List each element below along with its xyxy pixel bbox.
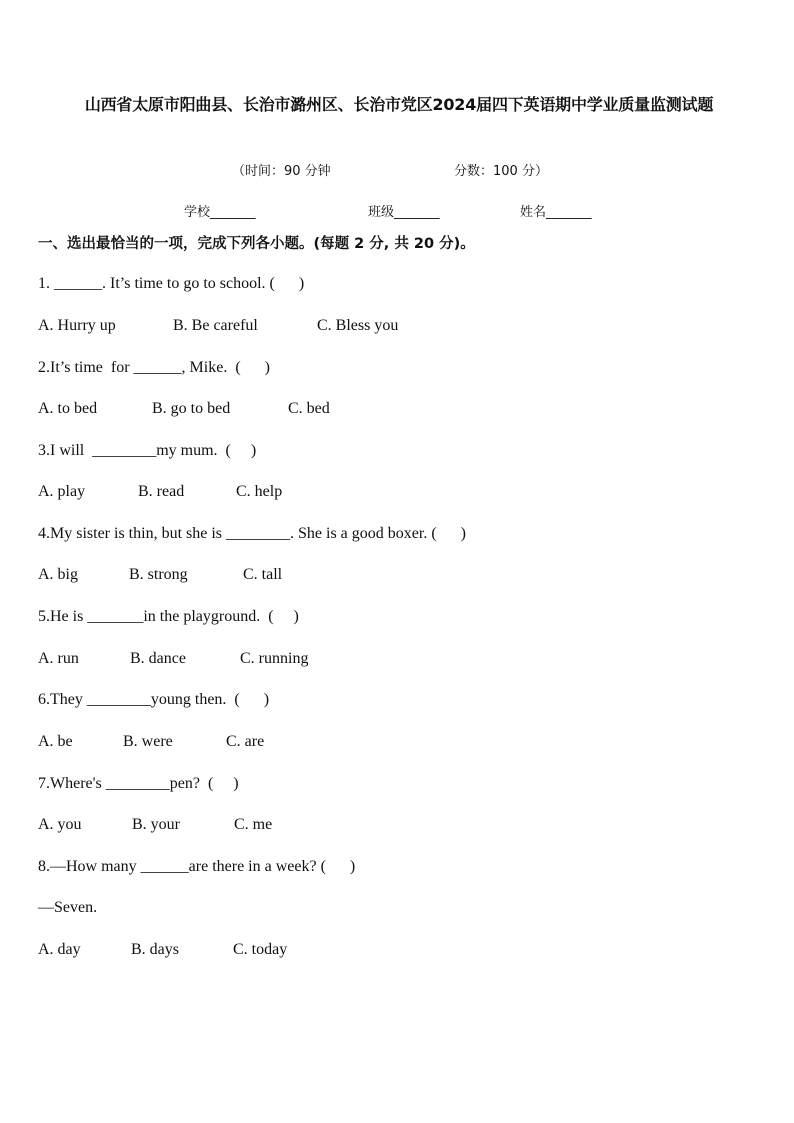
option-a: A. day	[38, 941, 81, 958]
option-c: C. today	[233, 941, 288, 958]
option-b: B. go to bed	[152, 400, 231, 417]
question-stem: 6.They ________young then. ( )	[38, 691, 270, 708]
option-a: A. be	[38, 733, 73, 750]
section-heading: 一、选出最恰当的一项，完成下列各小题。(每题 2 分, 共 20 分)。	[38, 236, 475, 252]
question-stem: 1. ______. It’s time to go to school. ( )	[38, 275, 305, 292]
page-title: 山西省太原市阳曲县、长治市潞州区、长治市党区2024届四下英语期中学业质量监测试题	[84, 95, 714, 114]
question-stem: 5.He is _______in the playground. ( )	[38, 608, 299, 625]
option-b: B. your	[132, 816, 180, 833]
name-field: 姓名_______	[520, 205, 592, 220]
time-label: （时间：90 分钟	[232, 164, 331, 179]
option-c: C. bed	[288, 400, 330, 417]
option-b: B. dance	[130, 650, 186, 667]
option-a: A. Hurry up	[38, 317, 116, 334]
option-c: C. Bless you	[317, 317, 399, 334]
option-a: A. play	[38, 483, 86, 500]
question-answer-line: —Seven.	[38, 899, 98, 916]
option-a: A. you	[38, 816, 82, 833]
option-c: C. tall	[243, 566, 283, 583]
option-b: B. days	[131, 941, 179, 958]
option-c: C. running	[240, 650, 309, 667]
exam-meta	[0, 160, 794, 180]
option-c: C. are	[226, 733, 265, 750]
option-b: B. strong	[129, 566, 188, 583]
option-a: A. run	[38, 650, 79, 667]
option-a: A. to bed	[38, 400, 98, 417]
question-stem: 3.I will ________my mum. ( )	[38, 442, 257, 459]
question-stem: 8.—How many ______are there in a week? ( )	[38, 858, 356, 875]
question-stem: 7.Where's ________pen? ( )	[38, 775, 239, 792]
class-field: 班级_______	[368, 205, 440, 220]
option-b: B. read	[138, 483, 185, 500]
question-stem: 2.It’s time for ______, Mike. ( )	[38, 359, 270, 376]
option-c: C. me	[234, 816, 273, 833]
school-field: 学校_______	[184, 205, 256, 220]
question-stem: 4.My sister is thin, but she is ________. She is a good boxer. ( )	[38, 525, 466, 542]
option-a: A. big	[38, 566, 78, 583]
option-b: B. Be careful	[173, 317, 258, 334]
option-c: C. help	[236, 483, 283, 500]
option-b: B. were	[123, 733, 173, 750]
student-info	[0, 201, 794, 221]
score-label: 分数：100 分）	[454, 164, 548, 179]
